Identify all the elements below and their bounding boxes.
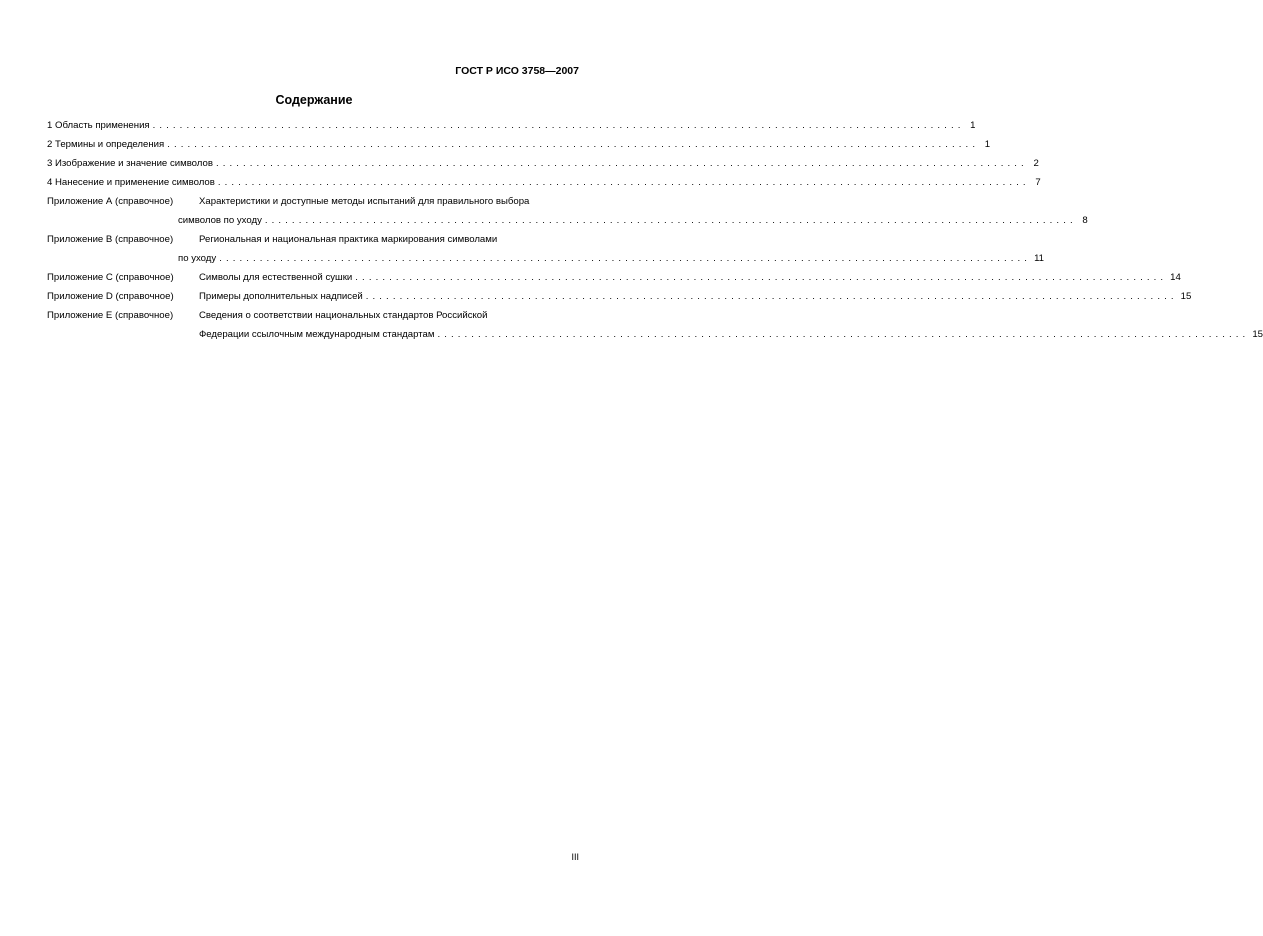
appendix-title-line2: символов по уходу: [178, 215, 262, 226]
appendix-prefix: Приложение В (справочное): [47, 234, 174, 245]
toc-entry[interactable]: [47, 139, 991, 159]
toc-appendix-b-cont[interactable]: [47, 253, 1045, 273]
dot-leader: ........................................................................................................................: [264, 215, 1077, 226]
appendix-title-line1: Характеристики и доступные методы испытаний для правильного выбора: [199, 196, 530, 207]
appendix-prefix: Приложение D (справочное): [47, 291, 174, 302]
toc-entry-label: 4 Нанесение и применение символов: [47, 177, 215, 188]
toc-title: Содержание: [275, 93, 353, 107]
dot-leader: ........................................................................................................................: [167, 139, 980, 150]
toc-entry-page: 15: [1180, 291, 1192, 302]
dot-leader: ........................................................................................................................: [215, 158, 1028, 169]
toc-appendix-e[interactable]: [47, 311, 582, 330]
toc-appendix-a-cont[interactable]: [47, 215, 1088, 235]
dot-leader: ........................................................................................................................: [219, 253, 1032, 264]
toc-entry-label: 1 Область применения: [47, 120, 150, 131]
toc-appendix-d[interactable]: [47, 291, 1192, 311]
dot-leader: ........................................................................................................................: [437, 329, 1250, 340]
dot-leader: ........................................................................................................................: [355, 272, 1168, 283]
appendix-title-line1: Примеры дополнительных надписей: [199, 291, 363, 302]
toc-entry-page: 2: [1033, 158, 1039, 169]
toc-entry-label: 2 Термины и определения: [47, 139, 165, 150]
toc-entry[interactable]: [47, 158, 1039, 178]
toc-entry-page: 1: [984, 139, 991, 150]
dot-leader: ........................................................................................................................: [217, 177, 1030, 188]
toc-entry[interactable]: [47, 177, 1041, 197]
toc-entry-page: 7: [1035, 177, 1041, 188]
table-of-contents: [47, 120, 1263, 349]
toc-entry[interactable]: [47, 120, 976, 140]
document-code-header: ГОСТ Р ИСО 3758—2007: [455, 65, 579, 77]
toc-entry-label: 3 Изображение и значение символов: [47, 158, 213, 169]
toc-appendix-c[interactable]: [47, 272, 1181, 292]
appendix-prefix: Приложение С (справочное): [47, 272, 174, 283]
appendix-title-line1: Символы для естественной сушки: [199, 272, 353, 283]
appendix-prefix: Приложение А (справочное): [47, 196, 174, 207]
dot-leader: ........................................................................................................................: [152, 120, 965, 131]
toc-appendix-a[interactable]: [47, 197, 582, 216]
appendix-title-line1: Сведения о соответствии национальных стандартов Российской: [199, 310, 488, 321]
toc-entry-page: 15: [1252, 329, 1263, 340]
appendix-prefix: Приложение Е (справочное): [47, 310, 174, 321]
appendix-title-line2: Федерации ссылочным международным стандартам: [199, 329, 435, 340]
toc-appendix-b[interactable]: [47, 235, 582, 254]
appendix-title-line1: Региональная и национальная практика маркирования символами: [199, 234, 498, 245]
dot-leader: ........................................................................................................................: [365, 291, 1178, 302]
toc-entry-page: 14: [1170, 272, 1181, 283]
page-number: III: [571, 852, 579, 862]
appendix-title-line2: по уходу: [178, 253, 217, 264]
toc-entry-page: 8: [1082, 215, 1088, 226]
toc-entry-page: 1: [970, 120, 976, 131]
toc-entry-page: 11: [1034, 253, 1045, 264]
toc-appendix-e-cont[interactable]: [47, 329, 1263, 349]
